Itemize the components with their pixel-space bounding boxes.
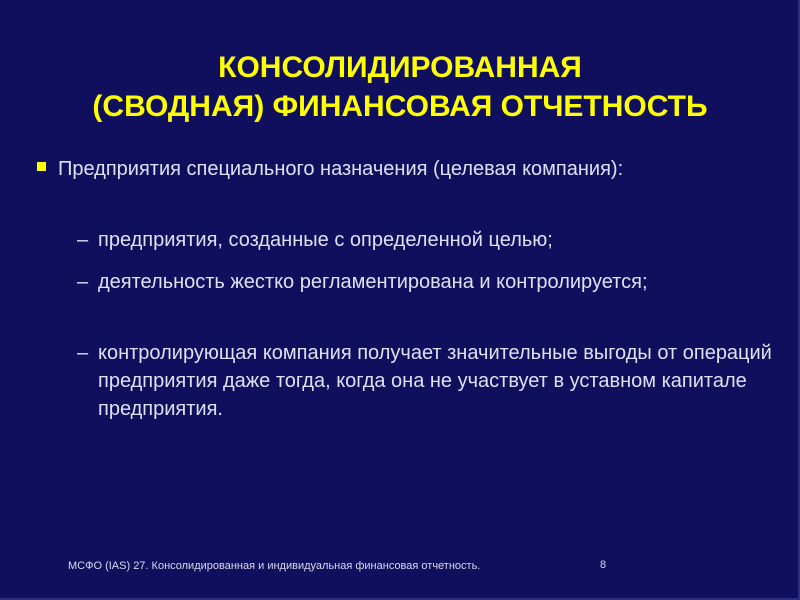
main-bullet-text: Предприятия специального назначения (целевая компания): [58,158,624,180]
slide-title-line-1: КОНСОЛИДИРОВАННАЯ [218,51,582,84]
square-bullet-icon [37,162,46,171]
sub-bullet-1 [77,226,778,254]
sub-bullet-2 [77,268,778,296]
sub-bullet-text: предприятия, созданные с определенной целью; [98,229,553,251]
page-number: 8 [600,559,607,571]
slide-footer: МСФО (IAS) 27. Консолидированная и индивидуальная финансовая отчетность. [68,560,481,572]
slide-title-line-2: (СВОДНАЯ) ФИНАНСОВАЯ ОТЧЕТНОСТЬ [92,90,708,123]
dash-icon: – [77,271,89,293]
slide-title [20,48,780,126]
sub-bullet-3 [77,339,778,423]
dash-icon: – [77,229,89,251]
dash-icon: – [77,342,89,364]
sub-bullet-text: деятельность жестко регламентирована и контролируется; [98,271,648,293]
main-bullet [58,155,698,183]
sub-bullet-text: контролирующая компания получает значительные выгоды от операций предприятия даже тогда, когда она не участвует в уставном капитале предприятия. [98,342,772,420]
